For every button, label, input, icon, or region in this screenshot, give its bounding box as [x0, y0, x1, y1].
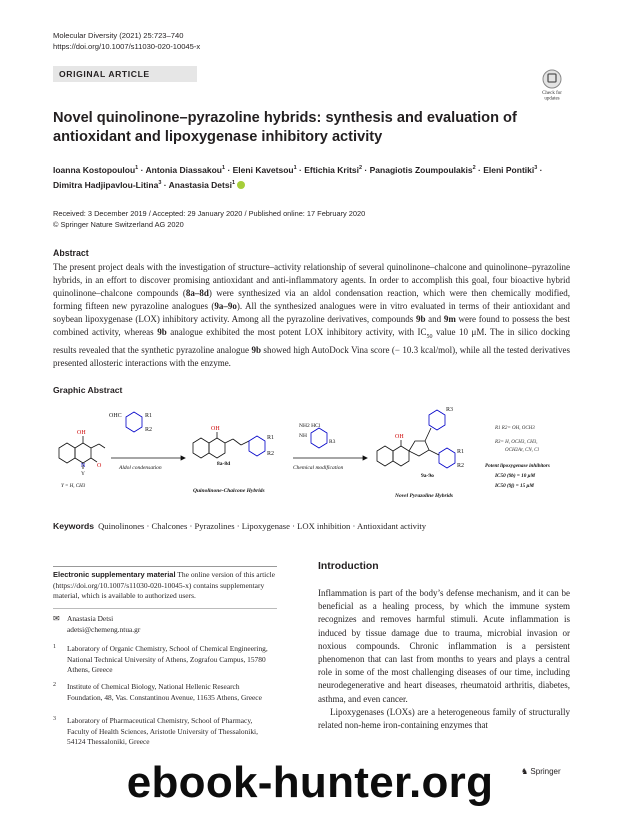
substituent-legend — [485, 426, 550, 489]
step1-label: Aldol condensation — [119, 465, 162, 471]
oh-atom: OH — [77, 430, 86, 436]
esm-text: The online version of this article (https://doi.org/10.1007/s11030-020-10045-x) contains supplementary material, which is available to authorized users. — [53, 570, 275, 600]
reaction-arrow-2 — [293, 423, 367, 471]
author-name[interactable]: Ioanna Kostopoulou$^1$ — [53, 164, 139, 175]
product1-id: 8a-8d — [217, 461, 231, 467]
pyrazoline-r3: R3 — [446, 407, 454, 413]
author-affiliation: 2 — [472, 165, 476, 171]
o-atom: O — [97, 463, 102, 469]
history-dates: Received: 3 December 2019 / Accepted: 29 January 2020 / Published online: 17 February 2020 — [53, 209, 366, 218]
watermark: ebook-hunter.org — [126, 758, 494, 807]
r2-group: R2 — [145, 427, 153, 433]
doi-link[interactable]: https://doi.org/10.1007/s11030-020-10045-x — [53, 42, 201, 51]
author-name[interactable]: Eleni Pontiki$^3$ — [483, 164, 538, 175]
orcid-icon[interactable] — [237, 181, 245, 189]
author-affiliation: 1 — [135, 165, 139, 171]
nh-group: NH — [299, 433, 307, 439]
pyrazoline-r1: R1 — [457, 449, 465, 455]
author-name[interactable]: Antonia Diassakou$^1$ — [145, 164, 226, 175]
affiliation-number: 3 — [53, 716, 56, 722]
esm-label: Electronic supplementary material — [53, 570, 176, 579]
graphic-abstract-heading: Graphic Abstract — [53, 385, 123, 395]
author-name[interactable]: Eftichia Kritsi$^2$ — [304, 164, 363, 175]
pyrazoline-oh: OH — [395, 434, 404, 440]
journal-citation — [53, 30, 200, 52]
author-affiliation: 3 — [534, 165, 538, 171]
envelope-icon: ✉ — [53, 614, 60, 623]
author-name[interactable]: Panagiotis Zoumpoulakis$^2$ — [369, 164, 476, 175]
article-type-label: ORIGINAL ARTICLE — [59, 69, 150, 79]
author-affiliation: 1 — [293, 165, 297, 171]
publisher-name: Springer — [530, 767, 561, 776]
author-list: Ioanna Kostopoulou$^1$ · Antonia Diassakou$^1$ · Eleni Kavetsou$^1$ · Eftichia Kritsi$^2$ · Panagiotis Zoumpoulakis$^2$ · Eleni Pontiki$^3$ · Dimitra Hadjipavlou-Litina$^3$ · Anastasia Detsi$^1$ — [53, 164, 543, 190]
introduction-text — [318, 587, 570, 732]
abstract-text: The present project deals with the investigation of structure–activity relationship of several quinolinone–chalcone and quinolinone–pyrazoline hybrids, in an effort to discover promising antioxidant and anti-inflammatory agents. In order to accomplish this goal, four bioactive hybrid quinolinone–chalcone compounds (8a–8d) were synthesized via an aldol condensation reaction, which were then chemically modified, forming fifteen new pyrazoline analogues (9a–9o). All the synthesized analogues were in vitro evaluated in terms of their antioxidant and soybean lipoxygenase (LOX) inhibitory activity. Among all the pyrazoline derivatives, compounds 9b and 9m were found to possess the best combined activity, whereas 9b analogue exhibited the most potent LOX inhibitory activity, with $IC_{50}$ value 10 μM. The in silico docking results revealed that the synthetic pyrazoline analogue 9b showed high AutoDock Vina score (− 10.3 kcal/mol), while all the tested derivatives presented allosteric interactions with the enzyme. — [53, 262, 570, 368]
author-name[interactable]: Eleni Kavetsou$^1$ — [232, 164, 297, 175]
affiliation-text: Laboratory of Pharmaceutical Chemistry, School of Pharmacy, Faculty of Health Sciences, Aristotle University of Thessaloniki, 54124 Thessaloniki, Greece — [67, 716, 258, 746]
footnote-divider — [53, 566, 277, 567]
esm-note — [53, 570, 275, 602]
inhibitor-9j: IC50 (9j) = 15 μM — [495, 483, 534, 489]
product2-name: Novel Pyrazoline Hybrids — [395, 493, 454, 499]
affiliation-1 — [53, 644, 275, 676]
author-affiliation: 1 — [222, 165, 226, 171]
reagent-label: NH2 HCl — [299, 423, 321, 429]
pyrazoline-hybrid-structure — [377, 407, 464, 499]
step2-label: Chemical modification — [293, 465, 344, 471]
chalcone-oh: OH — [211, 426, 220, 432]
contact-divider — [53, 608, 277, 609]
chalcone-r1: R1 — [267, 435, 275, 441]
intro-paragraph-2: Lipoxygenases (LOXs) are a heterogeneous family of structurally related non-heme iron-containing enzymes that — [318, 706, 570, 731]
author-affiliation: 2 — [359, 165, 363, 171]
keywords-label: Keywords — [53, 521, 95, 531]
y-atom: Y — [81, 471, 85, 477]
badge-line2: updates — [544, 96, 560, 101]
benzaldehyde-structure — [109, 412, 152, 433]
corresponding-author — [53, 614, 275, 635]
affiliation-text: Laboratory of Organic Chemistry, School of Chemical Engineering, National Technical University of Athens, Zografou Campus, 15780 Athens, Greece — [67, 644, 268, 674]
affiliation-number: 2 — [53, 682, 56, 688]
author-name[interactable]: Anastasia Detsi$^1$ — [168, 179, 236, 190]
journal-volume: Molecular Diversity (2021) 25:723–740 — [53, 31, 184, 40]
chalcone-hybrid-structure — [193, 426, 274, 494]
springer-horse-icon: ♞ — [521, 767, 529, 776]
affiliation-2 — [53, 682, 275, 703]
graphic-abstract — [53, 403, 570, 508]
n-atom: N — [81, 463, 86, 469]
ohc-group: OHC — [109, 413, 122, 419]
keywords — [53, 521, 570, 531]
y-substituent-label: Y = H, CH3 — [61, 484, 86, 489]
product2-id: 9a-9o — [421, 473, 434, 479]
keywords-list: Quinolinones · Chalcones · Pyrazolines · Lipoxygenase · LOX inhibition · Antioxidant activity — [98, 521, 427, 531]
author-affiliation: 1 — [231, 179, 236, 186]
article-title: Novel quinolinone–pyrazoline hybrids: synthesis and evaluation of antioxidant and lipoxygenase inhibitory activity — [53, 110, 517, 145]
contact-name: Anastasia Detsi — [67, 614, 114, 623]
sub3: OCH2Ar, CN, Cl — [505, 448, 539, 453]
affiliation-number: 1 — [53, 644, 56, 650]
check-for-updates-icon — [535, 68, 569, 101]
inhibitor-9b: IC50 (9b) = 10 μM — [495, 473, 536, 479]
quinolinone-structure — [59, 430, 105, 489]
pyrazoline-r2: R2 — [457, 463, 465, 469]
inhibitor-title: Potent lipoxygenase inhibitors — [485, 463, 550, 469]
contact-email[interactable]: adetsi@chemeng.ntua.gr — [67, 624, 141, 634]
product1-name: Quinolinone-Chalcone Hybrids — [193, 488, 265, 494]
sub2: R3= H, OCH3, CH3, — [495, 440, 538, 445]
r1-group: R1 — [145, 413, 153, 419]
badge-line1: Check for — [542, 91, 562, 96]
intro-paragraph-1: Inflammation is part of the body’s defense mechanism, and it can be beneficial as a healing process, by which the immune system recognizes and removes harmful stimuli. Acute inflammation is induced by tissue damage due to trauma, microbial invasion or noxious compounds. Chronic inflammation is a persistent phenomenon that can last from months to years and plays a central role in some of the most challenging diseases of our time, including neurodegenerative and heart diseases, rheumatoid arthritis, diabetes, asthma, and even cancer. — [318, 588, 570, 704]
chalcone-r2: R2 — [267, 451, 275, 457]
check-for-updates-badge[interactable] — [535, 68, 569, 101]
article-type-tag — [53, 66, 197, 82]
copyright: © Springer Nature Switzerland AG 2020 — [53, 220, 184, 229]
reaction-arrow-1 — [111, 456, 185, 471]
affiliation-text: Institute of Chemical Biology, National Hellenic Research Foundation, 48, Vas. Constantinou Avenue, 11635 Athens, Greece — [67, 682, 262, 702]
abstract-heading: Abstract — [53, 248, 89, 258]
sub1: R1 R2= OH, OCH3 — [495, 426, 535, 431]
introduction-heading: Introduction — [318, 561, 379, 572]
affiliation-3 — [53, 716, 275, 748]
author-name[interactable]: Dimitra Hadjipavlou-Litina$^3$ — [53, 179, 162, 190]
author-affiliation: 3 — [158, 179, 162, 186]
reagent-r3: R3 — [329, 439, 336, 445]
publication-dates — [53, 208, 365, 230]
